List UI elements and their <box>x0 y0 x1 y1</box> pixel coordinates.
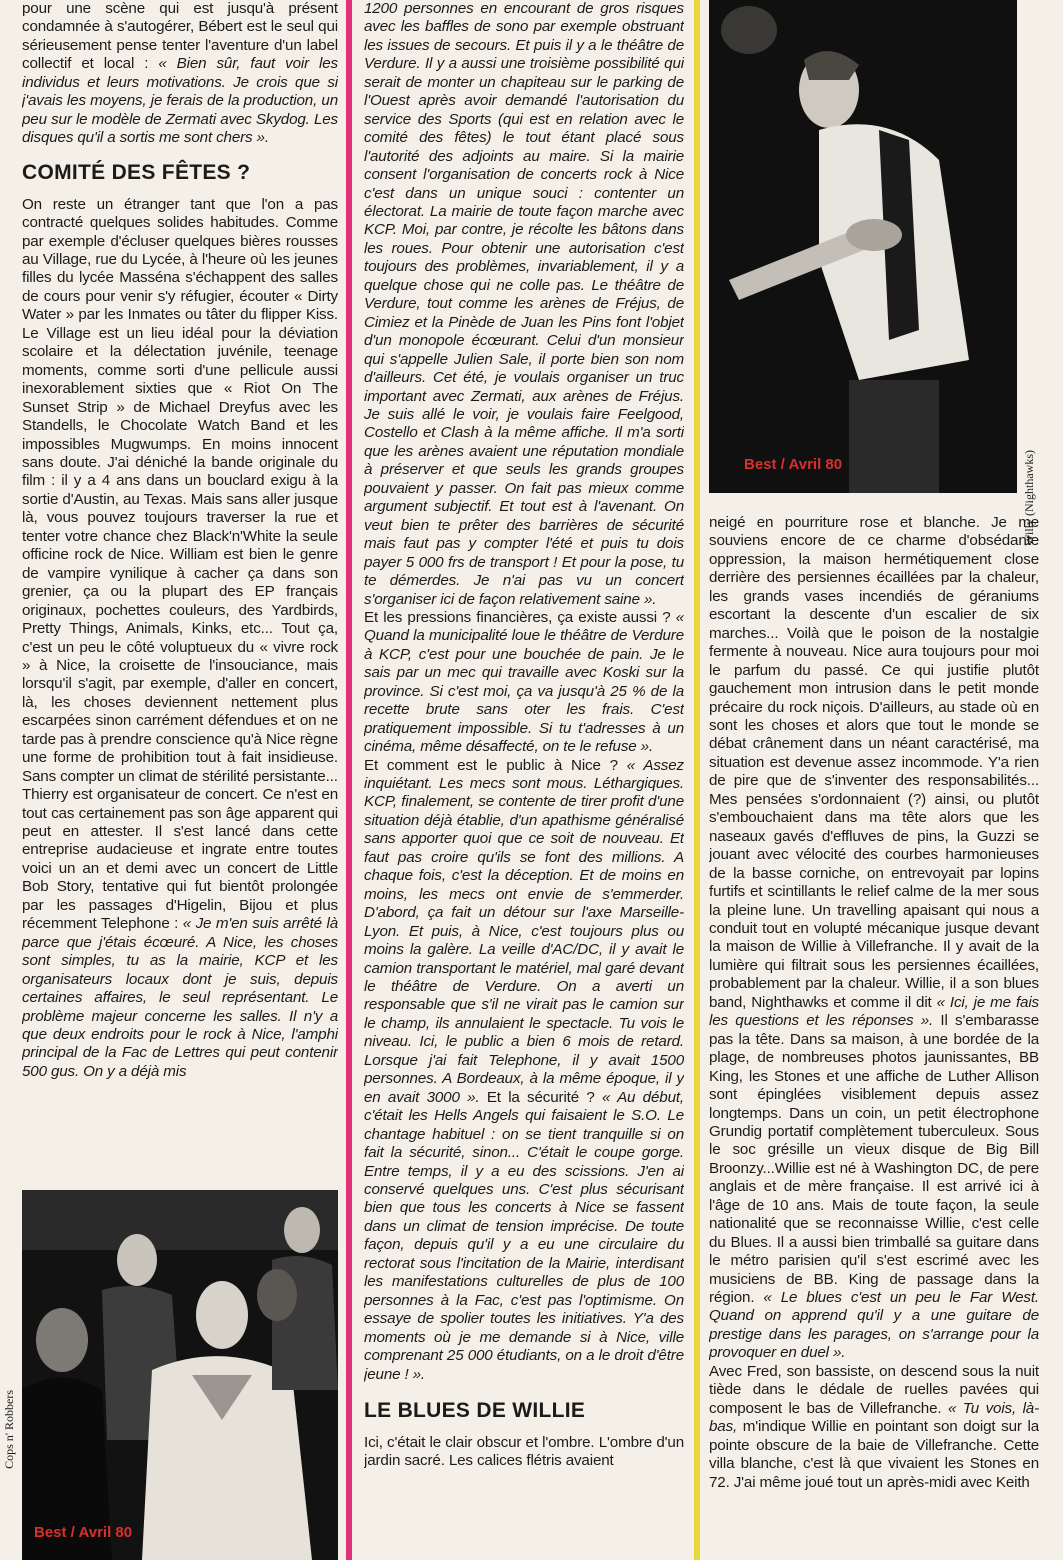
band-group-illustration <box>22 1190 338 1560</box>
section-tag: Cops n' Robbers <box>2 1390 16 1469</box>
column-2 <box>364 0 684 1560</box>
col2-paragraph-1: 1200 personnes en encourant de gros risques avec les baffles de sono par exemple obstruant les issues de secours. Et puis il y a le théâtre de Verdure. Il y a aussi une troisième possibilité qui serait de monter un chapiteau sur le parking de l'Ouest après avoir demandé l'autorisation du service des Sports (qui est en relation avec le comité des fêtes) le tout étant placé sous l'autorité des adjoints au maire. Si la mairie consent l'organisation de concerts rock à Nice c'est dans un unique souci : contenter un électorat. La mairie de toute façon marche avec KCP. Moi, par contre, je récolte les bâtons dans les roues. Pour obtenir une autorisation c'est toujours des problèmes, invariablement, il y a quelque chose qui ne colle pas. Le théâtre de Verdure, tout comme les arènes de Fréjus, de Cimiez et la Pinède de Juan les Pins font l'objet d'un monopole écœurant. Celui d'un monsieur qui s'appelle Julien Sale, il porte bien son nom d'ailleurs. Cet été, je voulais organiser un truc important avec Zermati, aux arènes de Fréjus. Je suis allé le voir, je voulais faire Feelgood, Costello et Clash à la même affiche. Il m'a sorti que les arènes avaient une réputation mondiale à préserver et que seuls les grands groupes pouvaient y passer. On fait pas mieux comme argument subjectif. Et tout est à l'avenant. On veut bien te prêter des barrières de sécurité mais faut pas y compter l'été et puis tu dois payer 5 000 frs de transport ! Et pour la pose, tu te démerdes. Je n'ai pas vu un concert s'organiser ici de façon relativement saine ». <box>364 0 684 608</box>
photo-credit: Willy (Nighthawks) <box>1022 450 1036 546</box>
col1-paragraph-3: Thierry est organisateur de concert. Ce n'est en tout cas certainement pas son âge apparent qui peut en attester. Il s'est lancé dans cette entreprise audacieuse et ingrate entre toutes voici un an et demi avec un concert de Little Bob Story, tentative qui fut bientôt prolongée par les passages d'Higelin, Bijou et plus récemment Telephone : « Je m'en suis arrêté là parce que j'étais écœuré. A Nice, les choses sont simples, tu as la mairie, KCP et les organisateurs locaux dont je suis, depuis certaines affaires, le seul représentant. Le problème majeur concerne les salles. Il n'y a que deux endroits pour le rock à Nice, l'amphi principal de la Fac de Lettres qui peut contenir 500 gus. On y a déjà mis <box>22 786 338 1080</box>
guitarist-illustration <box>709 0 1017 493</box>
guitarist-photo <box>709 0 1017 493</box>
col2-paragraph-4: Ici, c'était le clair obscur et l'ombre. L'ombre d'un jardin sacré. Les calices flétris avaient <box>364 1433 684 1470</box>
band-group-photo <box>22 1190 338 1560</box>
heading-le-blues-de-willie: LE BLUES DE WILLIE <box>364 1398 586 1422</box>
col3-paragraph-2: Avec Fred, son bassiste, on descend sous la nuit tiède dans le dédale de ruelles pavées qui composent le bas de Villefranche. « Tu vois, là-bas, m'indique Willie en pointant son doigt sur la pointe obscure de la baie de Villefranche. Cette villa blanche, c'est là que vivaient les Stones en 72. J'ai même joué tout un après-midi avec Keith <box>709 1362 1039 1491</box>
yellow-column-rule <box>694 0 700 1560</box>
col1-paragraph-1: pour une scène qui est jusqu'à présent condamnée à s'autogérer, Bébert est le seul qui sérieusement pense tenter l'aventure d'un label collectif et local : « Bien sûr, faut voir les individus et leurs motivations. Je crois que si j'avais les moyens, je ferais de la production, un peu sur le modèle de Zermati avec Skydog. Les disques qu'il a sortis me sont chers ». <box>22 0 338 147</box>
column-3 <box>709 514 1039 1560</box>
pink-column-rule <box>346 0 352 1560</box>
col2-paragraph-2: Et les pressions financières, ça existe aussi ? « Quand la municipalité loue le théâtre de Verdure à KCP, c'est pour une bouchée de pain. Je le sais par un mec qui travaille avec Koski sur la province. Si c'est moi, ça va jusqu'à 25 % de la recette brute sans oter les frais. C'est pratiquement impossible. Si tu t'adresses à un cinéma, même désaffecté, on te le refuse ». <box>364 608 684 756</box>
bottom-photo-watermark: Best / Avril 80 <box>34 1524 133 1541</box>
top-photo-watermark: Best / Avril 80 <box>744 456 843 473</box>
col1-paragraph-2: On reste un étranger tant que l'on a pas contracté quelques solides habitudes. Comme par exemple d'écluser quelques bières rousses au Village, rue du Lycée, à l'heure où les jeunes filles du lycée Masséna s'échappent des salles de cours pour venir s'y réfugier, écouter « Dirty Water » par les Inmates ou tâter du flipper Kiss. Le Village est un lieu idéal pour la déviation scolaire et la délectation juvénile, teenage moments, comme sorti d'une pellicule aussi inexorablement sixties que « Riot On The Sunset Strip » de Michael Dreyfus avec les Standells, le Chocolate Watch Band et les impossibles Mugwumps. En moins innocent sans doute. J'ai déniché la bande originale du film : il y a 4 ans dans un bouclard exigu à la sortie d'Austin, au Texas. Mais sans aller jusque là, vous pouvez toujours traverser la rue et tenter votre chance chez Black'n'White la seule officine rock de Nice. William est bien le genre de vampire vynilique à cacher ça dans son grenier, ça ou la plupart des EP français originaux, pochettes couleurs, des Yardbirds, Pretty Things, Animals, Kinks, etc... Tout ça, c'est un peu le côté voluptueux du « vivre rock » à Nice, la croisette de l'insouciance, mais lorsqu'il s'agit, par exemple, d'aller en concert, là, les choses deviennent nettement plus escarpées sinon carrément défendues et on ne tarde pas à prendre conscience qu'à Nice règne une forme de prohibition tout à fait insidieuse. Sans compter un climat de stérilité persistante... <box>22 195 338 785</box>
col3-paragraph-1: neigé en pourriture rose et blanche. Je me souviens encore de ce charme d'obsédante oppression, la maison hermétiquement close derrière des persiennes écaillées par la chaleur, les grands vases incendiés de géraniums escortant la descente d'un escalier de six marches... Voilà que le poison de la nostalgie fermente à nouveau. Nice aura toujours pour moi le parfum du passé. Ce qui justifie plutôt gauchement mon intrusion dans le petit monde précaire du rock niçois. D'ailleurs, au stade où en sont les choses et alors que tout le monde se débat crânement dans un néant caractérisé, ma situation est devenue assez incommode. Y'a rien de pire que de s'inventer des responsabilités... Mes pensées s'ordonnaient (?) ainsi, ou plutôt s'embouchaient dans ma tête alors que les naseaux gavés d'effluves de pins, la Guzzi se jouant avec vélocité des courbes harmonieuses de la basse corniche, on entrevoyait par lopins furtifs et scintillants le relief calme de la mer sous la pleine lune. Un travelling apaisant qui nous a conduit tout en volupté mécanique jusque devant la maison de Willie à Villefranche. Il y avait de la lumière qui filtrait sous les persiennes écaillées, probablement par la chaleur. Willie, il a son blues band, Nighthawks et comme il dit « Ici, je me fais les questions et les réponses ». Il s'embarasse pas la tête. Dans sa maison, à une bordée de la plage, de nombreuses photos jaunissantes, BB King, les Stones et une affiche de Luther Allison sont épinglées visiblement depuis assez longtemps. Dans un coin, un petit électrophone Grundig portatif complètement tuberculeux. Sous le soc grésille un vieux disque de Big Bill Broonzy...Willie est né à Washington DC, de pere anglais et de mère française. Il est arrivé ici à l'âge de 10 ans. Mais de toute façon, la seule nationalité que se reconnaisse Willie, c'est celle du Blues. Il a aussi bien trimballé sa guitare dans le métro parisien qu'il s'est escrimé avec les musiciens de BB. King de passage dans la région. « Le blues c'est un peu le Far West. Quand on apprend qu'il y a une guitare de prestige dans les parages, on s'arrange pour la provoquer en duel ». <box>709 514 1039 1362</box>
col2-paragraph-3: Et comment est le public à Nice ? « Assez inquiétant. Les mecs sont mous. Léthargiques. KCP, finalement, se contente de tirer profit d'une situation déjà établie, d'un apathisme généralisé sans apporter quoi que ce soit de nouveau. Et faut pas croire qu'ils se font des millions. A chaque fois, c'est la déception. Et de moins en moins, les mecs ont envie de s'emmerder. D'abord, ça fait un détour sur l'axe Marseille-Lyon. Et puis, à Nice, c'est toujours plus ou moins la galère. La veille d'AC/DC, il y avait le camion transportant le matériel, mal garé devant le théâtre de Verdure. On a averti un responsable que s'il ne virait pas le camion sur le champ, ils annulaient le spectacle. Tu vois le niveau. Ici, le public a bien 6 mois de retard. Lorsque j'ai fait Telephone, il y avait 1500 personnes. A Bordeaux, à la même époque, il y en avait 3000 ». Et la sécurité ? « Au début, c'était les Hells Angels qui faisaient le S.O. Le chantage habituel : on se tient tranquille si on fait la sécurité, sinon... C'était le coupe gorge. Entre temps, il y a eu des scissions. J'en ai conservé quelques uns. C'est plus sécurisant bien que tous les concerts à Nice se fassent dans un climat de tension imprécise. De toute façon, depuis qu'il y a eu une circulaire du rectorat sous l'incitation de la Mairie, interdisant les manifestations culturelles de plus de 100 personnes à la Fac, c'est pas l'optimisme. On essaye de spolier toutes les initiatives. Y'a des moments où je me demande si à Nice, ville comprenant 25 000 étudiants, on a le droit d'être jeune ! ». <box>364 756 684 1383</box>
heading-comite-des-fetes: COMITÉ DES FÊTES ? <box>22 160 251 184</box>
